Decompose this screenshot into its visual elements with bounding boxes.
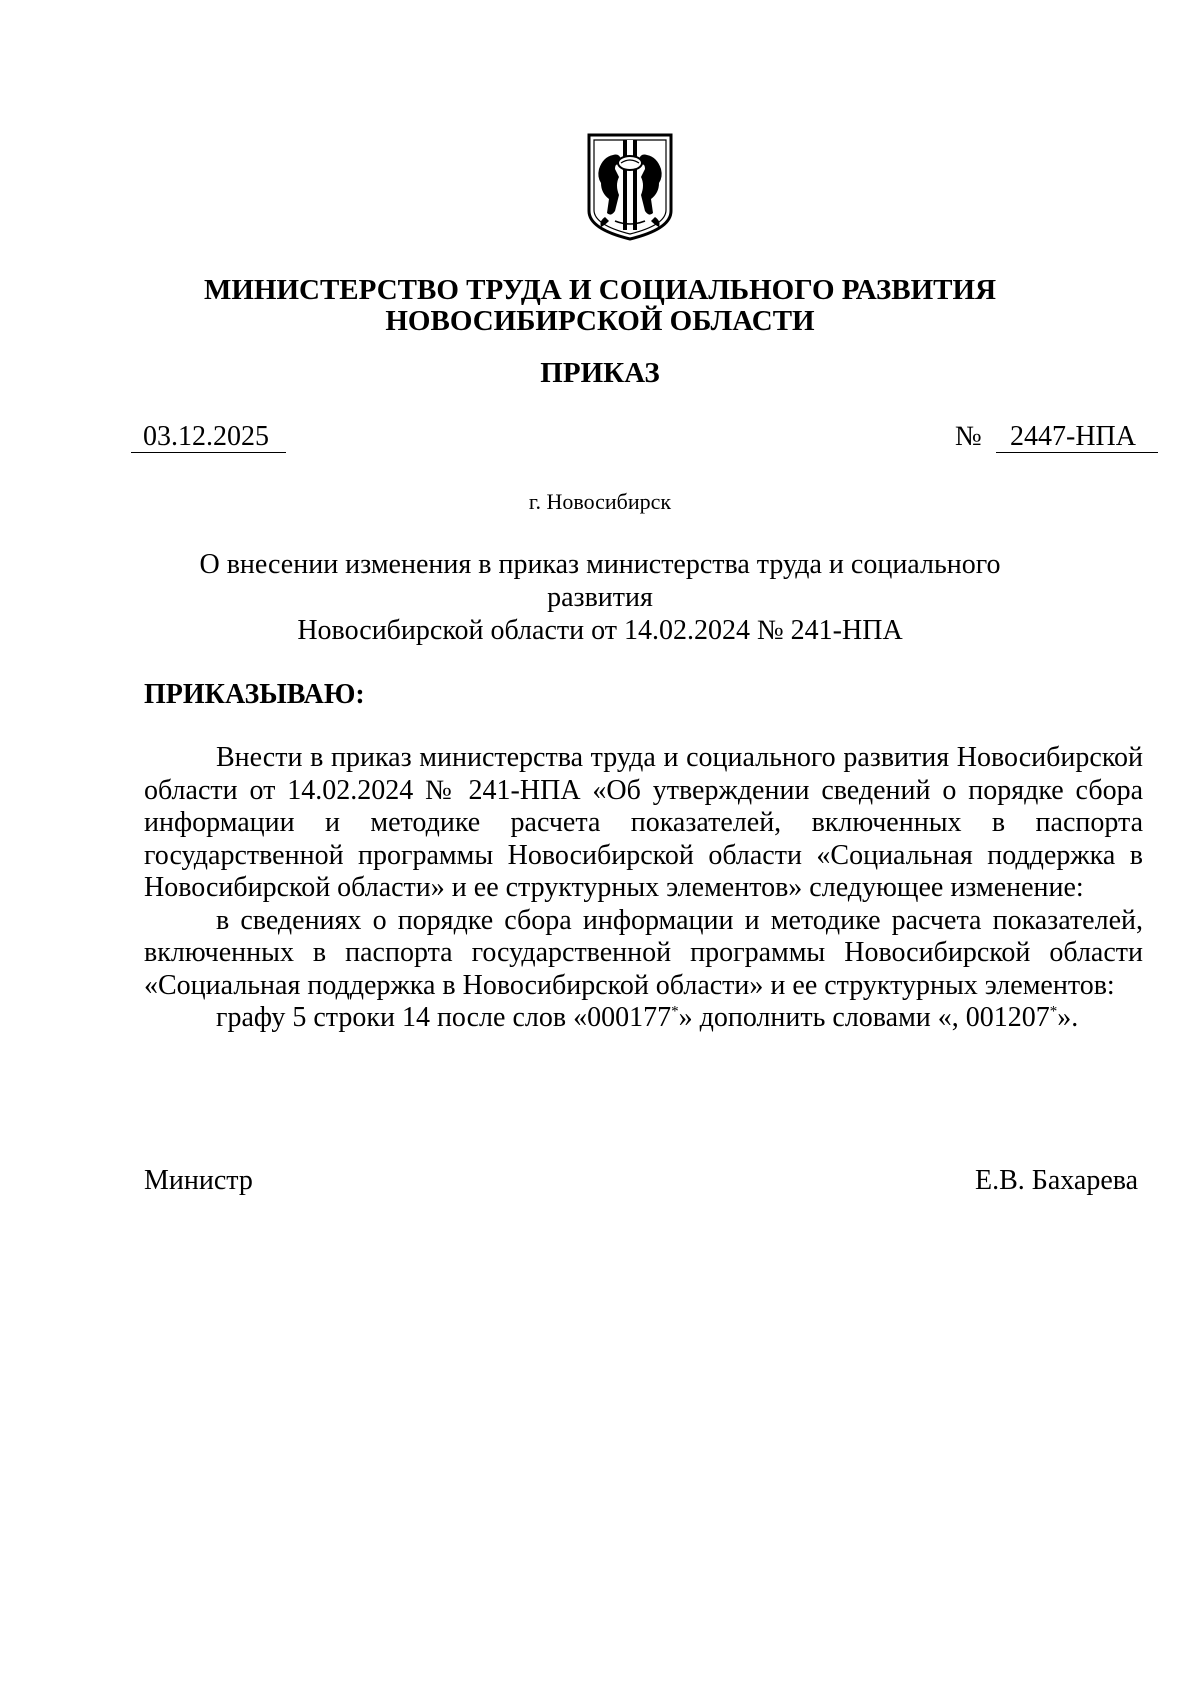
order-body (144, 742, 1143, 1035)
paragraph3-part3: ». (1057, 1002, 1079, 1033)
number-sign: № (955, 421, 982, 452)
subject-line2: Новосибирской области от 14.02.2024 № 241-НПА (297, 615, 903, 646)
order-date: 03.12.2025 (131, 422, 286, 453)
order-number: 2447-НПА (996, 422, 1158, 453)
ministry-name-line2: НОВОСИБИРСКОЙ ОБЛАСТИ (385, 305, 815, 337)
document-type: ПРИКАЗ (540, 357, 660, 389)
paragraph3-part1: графу 5 строки 14 после слов «000177 (216, 1002, 672, 1033)
paragraph3-part2: » дополнить словами «, 001207 (678, 1002, 1050, 1033)
signatory-title: Министр (144, 1165, 253, 1196)
body-paragraph-1: Внести в приказ министерства труда и социального развития Новосибирской области от 14.02.2024 № 241-НПА «Об утверждении сведений о порядке сбора информации и методике расчета показателей, включенных в паспорта государственной программы Новосибирской области «Социальная поддержка в Новосибирской области» и ее структурных элементов» следующее изменение: (144, 742, 1143, 903)
footnote-mark-2: * (1049, 1003, 1058, 1020)
ministry-name-line1: МИНИСТЕРСТВО ТРУДА И СОЦИАЛЬНОГО РАЗВИТИЯ (203, 274, 997, 306)
city: г. Новосибирск (528, 489, 672, 514)
order-heading: ПРИКАЗЫВАЮ: (144, 679, 365, 710)
signatory-name: Е.В. Бахарева (975, 1165, 1139, 1196)
coat-of-arms-icon (585, 133, 675, 241)
order-subject (150, 548, 1050, 647)
body-paragraph-2: в сведениях о порядке сбора информации и методике расчета показателей, включенных в паспорта государственной программы Новосибирской области «Социальная поддержка в Новосибирской области» и ее структурных элементов: (144, 904, 1143, 1001)
body-paragraph-3 (144, 1002, 1143, 1035)
footnote-mark-1: * (671, 1003, 679, 1020)
subject-line1: О внесении изменения в приказ министерства труда и социального развития (199, 549, 1001, 613)
